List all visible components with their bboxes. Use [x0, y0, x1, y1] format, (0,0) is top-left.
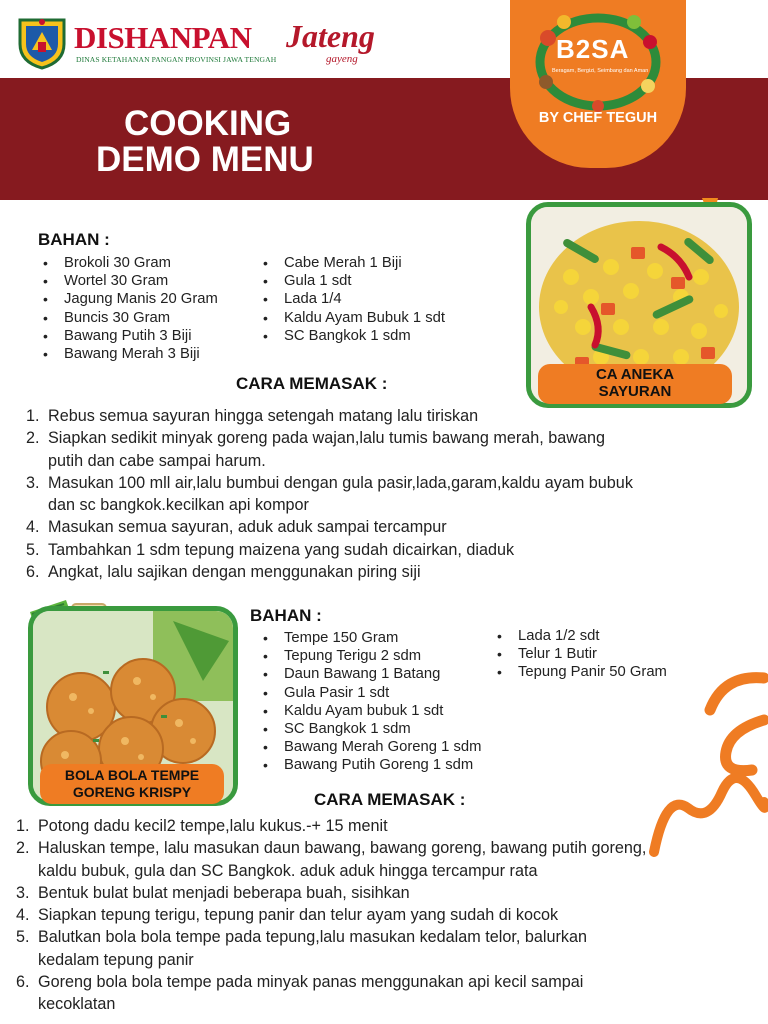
photo-label-line: BOLA BOLA TEMPE — [64, 767, 200, 783]
step-number: 6. — [16, 973, 30, 992]
ingredient-item: • SC Bangkok 1 sdm — [260, 327, 445, 345]
step-number: 4. — [26, 518, 40, 537]
step-text: Masukan 100 mll air,lalu bumbui dengan gula pasir,lada,garam,kaldu ayam bubuk — [48, 473, 633, 492]
step-item — [16, 926, 760, 971]
ingredient-item: • Kaldu Ayam Bubuk 1 sdt — [260, 309, 445, 327]
recipe1-ingredients-col1 — [40, 254, 218, 363]
ingredient-item: • Daun Bawang 1 Batang — [260, 665, 481, 683]
page-title-line2: DEMO MENU — [96, 140, 314, 179]
step-number: 2. — [26, 429, 40, 448]
step-text-cont: kedalam tepung panir — [38, 950, 194, 969]
step-text: Siapkan sedikit minyak goreng pada wajan,lalu tumis bawang merah, bawang — [48, 429, 605, 448]
ingredient-item: • Bawang Merah 3 Biji — [40, 345, 218, 363]
photo-label-line: SAYURAN — [598, 383, 672, 400]
recipe2-ingredients-col2 — [494, 627, 667, 682]
step-item — [16, 815, 760, 837]
ingredient-item: • Wortel 30 Gram — [40, 272, 218, 290]
recipe2-cara-heading: CARA MEMASAK : — [314, 790, 466, 809]
ingredient-item: • SC Bangkok 1 sdm — [260, 720, 481, 738]
ingredient-item: • Bawang Putih Goreng 1 sdm — [260, 756, 481, 774]
recipe2-ingredients-col1 — [260, 629, 481, 775]
recipe1-cara-heading: CARA MEMASAK : — [236, 374, 388, 393]
step-item — [16, 904, 760, 926]
brand-name: DISHANPAN — [74, 20, 252, 55]
ingredient-item: • Brokoli 30 Gram — [40, 254, 218, 272]
step-item — [26, 539, 746, 561]
step-number: 2. — [16, 839, 30, 858]
recipe1-bahan-heading: BAHAN : — [38, 230, 110, 249]
jateng-logo: Jateng — [286, 18, 375, 54]
step-number: 1. — [16, 817, 30, 835]
step-text: Rebus semua sayuran hingga setengah matang lalu tiriskan — [48, 407, 479, 425]
bola-tempe-label — [40, 764, 224, 804]
brand-subtitle: DINAS KETAHANAN PANGAN PROVINSI JAWA TENGAH — [76, 55, 277, 64]
step-text: Goreng bola bola tempe pada minyak panas menggunakan api kecil sampai — [38, 973, 584, 992]
step-text-cont: dan sc bangkok.kecilkan api kompor — [48, 496, 309, 515]
step-number: 3. — [16, 883, 30, 902]
step-number: 5. — [16, 928, 30, 947]
recipe1-ingredients-col2 — [260, 254, 445, 345]
step-text: Haluskan tempe, lalu masukan daun bawang, bawang goreng, bawang putih goreng, — [38, 839, 647, 858]
step-item — [26, 405, 746, 427]
step-text-cont: kaldu bubuk, gula dan SC Bangkok. aduk aduk hingga tercampur rata — [38, 861, 538, 880]
provincial-crest-icon — [16, 14, 68, 70]
step-text-cont: kecoklatan — [38, 995, 116, 1014]
ingredient-item: • Jagung Manis 20 Gram — [40, 290, 218, 308]
ingredient-item: • Telur 1 Butir — [494, 645, 667, 663]
photo-label-line: GORENG KRISPY — [72, 784, 192, 800]
recipe1-steps — [26, 405, 746, 583]
step-item — [16, 837, 760, 882]
ingredient-item: • Kaldu Ayam bubuk 1 sdt — [260, 702, 481, 720]
step-item — [26, 516, 746, 538]
step-number: 3. — [26, 473, 40, 492]
page-title-line1: COOKING — [124, 104, 292, 143]
b2sa-title: B2SA — [556, 34, 630, 64]
ca-aneka-sayuran-label — [538, 364, 732, 404]
ingredient-item: • Bawang Merah Goreng 1 sdm — [260, 738, 481, 756]
ingredient-item: • Buncis 30 Gram — [40, 309, 218, 327]
ingredient-item: • Cabe Merah 1 Biji — [260, 254, 445, 272]
ingredient-item: • Tempe 150 Gram — [260, 629, 481, 647]
step-item — [16, 971, 760, 1016]
ingredient-item: • Tepung Terigu 2 sdm — [260, 647, 481, 665]
ingredient-item: • Gula Pasir 1 sdt — [260, 684, 481, 702]
recipe2-bahan-heading: BAHAN : — [250, 606, 322, 625]
step-text: Balutkan bola bola tempe pada tepung,lalu masukan kedalam telor, balurkan — [38, 928, 587, 947]
step-text: Siapkan tepung terigu, tepung panir dan telur ayam yang sudah di kocok — [38, 906, 559, 925]
b2sa-tagline: Beragam, Bergizi, Seimbang dan Aman — [552, 68, 649, 74]
step-number: 5. — [26, 540, 40, 559]
step-item — [26, 561, 746, 583]
step-text: Masukan semua sayuran, aduk aduk sampai tercampur — [48, 518, 447, 537]
step-number: 1. — [26, 407, 40, 425]
ingredient-item: • Bawang Putih 3 Biji — [40, 327, 218, 345]
jateng-tagline: gayeng — [326, 53, 358, 65]
step-text: Potong dadu kecil2 tempe,lalu kukus.-+ 15 menit — [38, 817, 388, 835]
step-item — [16, 882, 760, 904]
ingredient-item: • Lada 1/4 — [260, 290, 445, 308]
ingredient-item: • Gula 1 sdt — [260, 272, 445, 290]
step-text: Bentuk bulat bulat menjadi beberapa buah, sisihkan — [38, 883, 410, 902]
step-text: Angkat, lalu sajikan dengan menggunakan piring siji — [48, 563, 421, 582]
chef-credit: BY CHEF TEGUH — [538, 110, 658, 126]
step-text: Tambahkan 1 sdm tepung maizena yang sudah dicairkan, diaduk — [48, 540, 515, 559]
step-text-cont: putih dan cabe sampai harum. — [48, 451, 266, 470]
step-item — [26, 427, 746, 472]
recipe2-steps — [16, 815, 760, 1016]
ingredient-item: • Tepung Panir 50 Gram — [494, 663, 667, 681]
step-number: 4. — [16, 906, 30, 925]
photo-label-line: CA ANEKA — [595, 366, 675, 383]
step-number: 6. — [26, 563, 40, 582]
ingredient-item: • Lada 1/2 sdt — [494, 627, 667, 645]
step-item — [26, 472, 746, 517]
